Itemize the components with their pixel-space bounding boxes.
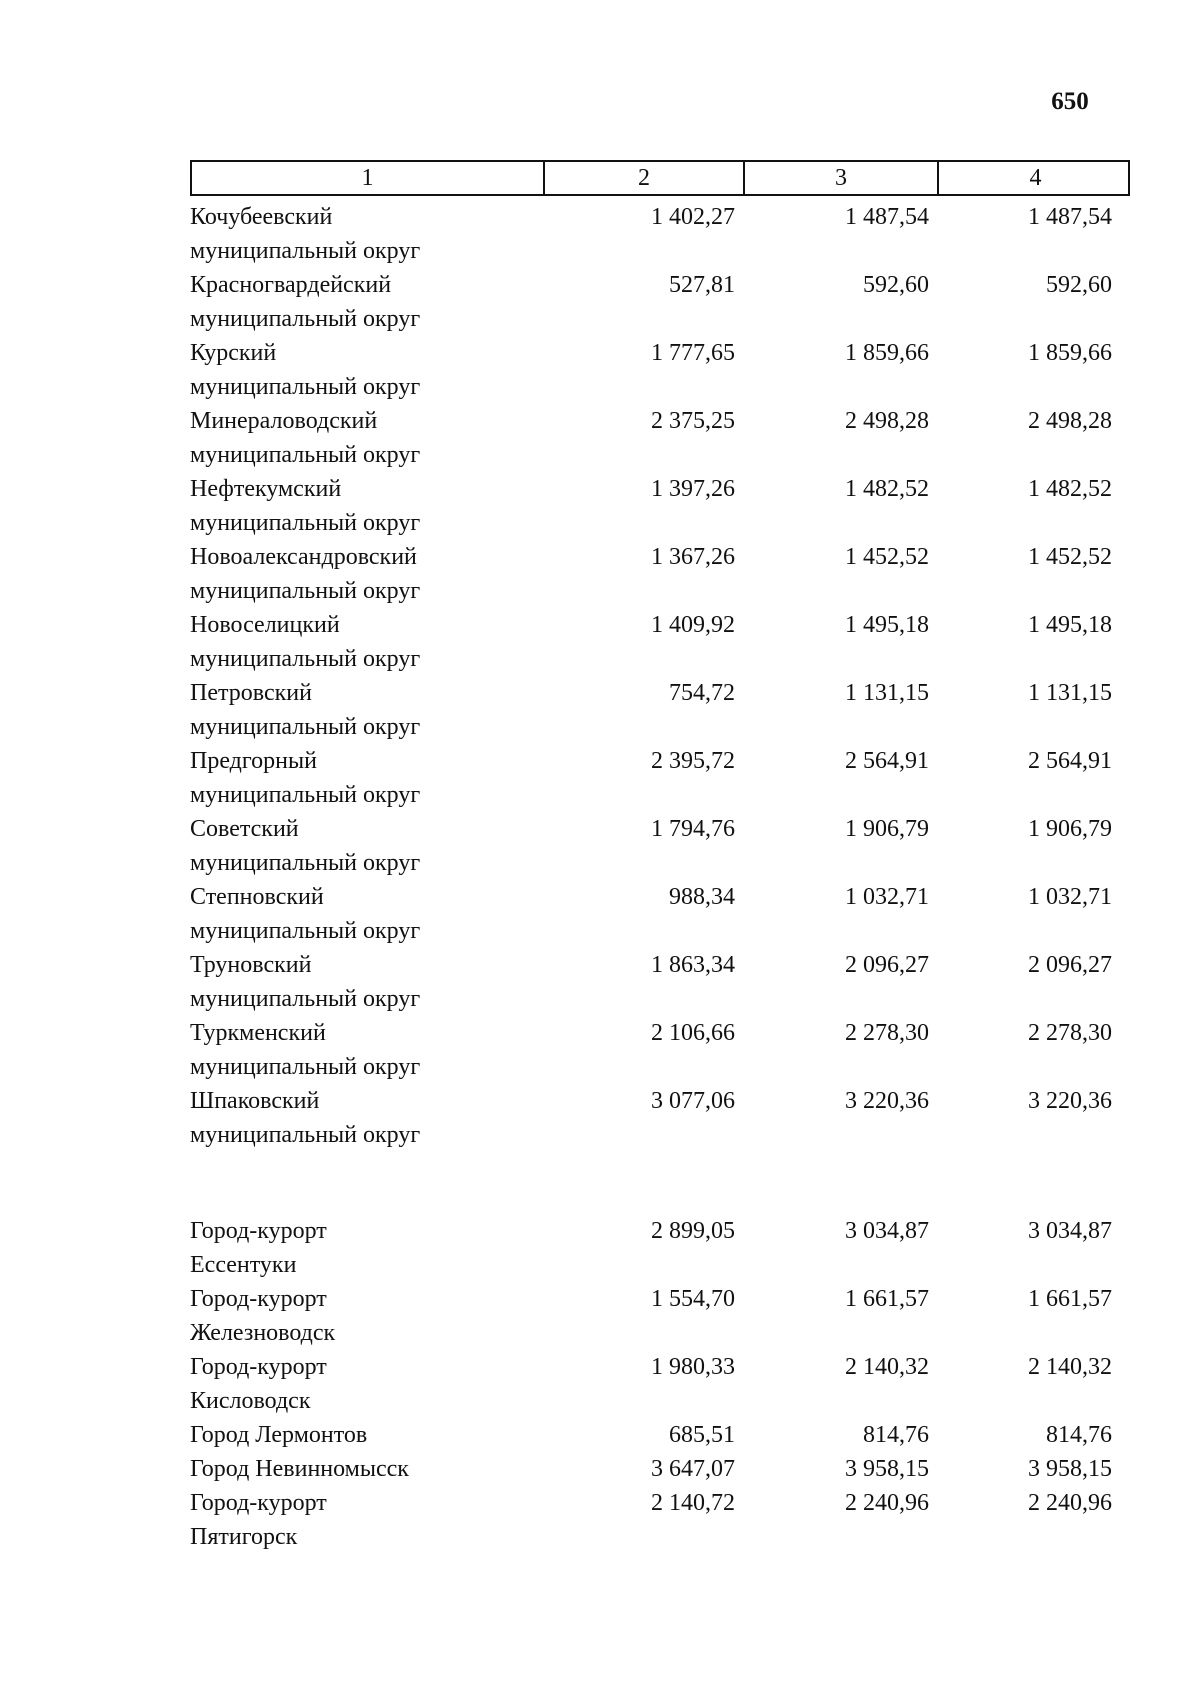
row-value-c2: 685,51 — [669, 1422, 735, 1448]
row-value-c2: 1 554,70 — [651, 1286, 735, 1312]
row-name — [190, 1418, 490, 1452]
row-name-line: Кочубеевский — [190, 204, 333, 230]
row-value-c2: 1 980,33 — [651, 1354, 735, 1380]
row-value-c4: 2 240,96 — [1028, 1490, 1112, 1516]
row-name-line: Пятигорск — [190, 1524, 298, 1550]
row-name-line: муниципальный округ — [190, 442, 421, 468]
row-name-line: Город-курорт — [190, 1354, 327, 1380]
row-name — [190, 1084, 490, 1152]
row-value-c3: 1 131,15 — [845, 680, 929, 706]
table-row — [190, 812, 1130, 880]
row-value-c2: 3 647,07 — [651, 1456, 735, 1482]
table-row — [190, 1350, 1130, 1418]
table-row — [190, 1214, 1130, 1282]
row-value-c4: 1 131,15 — [1028, 680, 1112, 706]
table-row — [190, 676, 1130, 744]
row-name — [190, 608, 490, 676]
row-name — [190, 200, 490, 268]
city-rows — [190, 1214, 1130, 1554]
row-name — [190, 744, 490, 812]
row-value-c2: 1 409,92 — [651, 612, 735, 638]
row-name — [190, 1350, 490, 1418]
row-value-c2: 1 397,26 — [651, 476, 735, 502]
row-value-c4: 2 564,91 — [1028, 748, 1112, 774]
table-row — [190, 880, 1130, 948]
row-value-c4: 1 859,66 — [1028, 340, 1112, 366]
row-name-line: Город Невинномысск — [190, 1456, 409, 1482]
row-name-line: Шпаковский — [190, 1088, 320, 1114]
row-value-c3: 2 278,30 — [845, 1020, 929, 1046]
column-header-2: 2 — [545, 162, 745, 194]
row-name — [190, 1282, 490, 1350]
section-spacer — [190, 1152, 1130, 1214]
row-value-c3: 1 859,66 — [845, 340, 929, 366]
table-row — [190, 948, 1130, 1016]
row-value-c2: 1 863,34 — [651, 952, 735, 978]
row-name-line: Город-курорт — [190, 1490, 327, 1516]
row-value-c2: 2 375,25 — [651, 408, 735, 434]
row-value-c3: 814,76 — [863, 1422, 929, 1448]
row-value-c3: 2 140,32 — [845, 1354, 929, 1380]
row-name-line: муниципальный округ — [190, 374, 421, 400]
row-name-line: муниципальный округ — [190, 850, 421, 876]
row-value-c2: 1 777,65 — [651, 340, 735, 366]
row-value-c3: 1 452,52 — [845, 544, 929, 570]
row-value-c4: 3 034,87 — [1028, 1218, 1112, 1244]
row-value-c3: 592,60 — [863, 272, 929, 298]
row-name-line: Город Лермонтов — [190, 1422, 368, 1448]
row-value-c4: 2 096,27 — [1028, 952, 1112, 978]
table-header — [190, 160, 1130, 196]
row-name-line: Красногвардейский — [190, 272, 392, 298]
row-name-line: Город-курорт — [190, 1286, 327, 1312]
row-value-c2: 2 106,66 — [651, 1020, 735, 1046]
row-value-c4: 3 958,15 — [1028, 1456, 1112, 1482]
table-row — [190, 1016, 1130, 1084]
table-row — [190, 1452, 1130, 1486]
row-value-c3: 2 564,91 — [845, 748, 929, 774]
row-value-c4: 1 482,52 — [1028, 476, 1112, 502]
row-value-c3: 2 240,96 — [845, 1490, 929, 1516]
row-value-c3: 2 498,28 — [845, 408, 929, 434]
table-row — [190, 744, 1130, 812]
row-value-c4: 1 495,18 — [1028, 612, 1112, 638]
row-value-c3: 1 487,54 — [845, 204, 929, 230]
row-name — [190, 948, 490, 1016]
row-name — [190, 1452, 490, 1486]
row-name — [190, 404, 490, 472]
row-name-line: муниципальный округ — [190, 714, 421, 740]
row-value-c3: 3 958,15 — [845, 1456, 929, 1482]
row-name — [190, 472, 490, 540]
row-name-line: Новоселицкий — [190, 612, 340, 638]
table-row — [190, 540, 1130, 608]
row-value-c2: 754,72 — [669, 680, 735, 706]
row-value-c3: 2 096,27 — [845, 952, 929, 978]
row-name-line: муниципальный округ — [190, 578, 421, 604]
row-value-c4: 1 452,52 — [1028, 544, 1112, 570]
row-value-c2: 1 794,76 — [651, 816, 735, 842]
row-value-c4: 2 498,28 — [1028, 408, 1112, 434]
row-value-c4: 3 220,36 — [1028, 1088, 1112, 1114]
row-name-line: Новоалександровский — [190, 544, 417, 570]
table-body — [190, 200, 1130, 1554]
row-name — [190, 1214, 490, 1282]
row-value-c3: 3 220,36 — [845, 1088, 929, 1114]
table-row — [190, 472, 1130, 540]
district-rows — [190, 200, 1130, 1152]
row-value-c2: 1 367,26 — [651, 544, 735, 570]
row-name — [190, 268, 490, 336]
row-value-c3: 1 906,79 — [845, 816, 929, 842]
row-value-c3: 3 034,87 — [845, 1218, 929, 1244]
row-name-line: муниципальный округ — [190, 306, 421, 332]
row-name-line: Кисловодск — [190, 1388, 311, 1414]
row-name-line: муниципальный округ — [190, 238, 421, 264]
column-header-1: 1 — [192, 162, 545, 194]
row-value-c2: 2 140,72 — [651, 1490, 735, 1516]
row-value-c4: 592,60 — [1046, 272, 1112, 298]
row-name — [190, 676, 490, 744]
row-value-c2: 3 077,06 — [651, 1088, 735, 1114]
row-name-line: Нефтекумский — [190, 476, 342, 502]
row-value-c4: 2 140,32 — [1028, 1354, 1112, 1380]
table-row — [190, 404, 1130, 472]
table-row — [190, 608, 1130, 676]
row-name-line: Труновский — [190, 952, 312, 978]
row-name-line: Советский — [190, 816, 299, 842]
row-name-line: муниципальный округ — [190, 782, 421, 808]
table-row — [190, 1418, 1130, 1452]
row-name — [190, 336, 490, 404]
row-value-c4: 1 032,71 — [1028, 884, 1112, 910]
row-name-line: муниципальный округ — [190, 646, 421, 672]
row-value-c2: 1 402,27 — [651, 204, 735, 230]
row-name-line: Минераловодский — [190, 408, 378, 434]
row-name-line: Город-курорт — [190, 1218, 327, 1244]
row-name — [190, 1486, 490, 1554]
table-row — [190, 1084, 1130, 1152]
row-name — [190, 812, 490, 880]
table-row — [190, 336, 1130, 404]
row-name-line: Туркменский — [190, 1020, 326, 1046]
row-value-c3: 1 032,71 — [845, 884, 929, 910]
row-value-c2: 2 899,05 — [651, 1218, 735, 1244]
row-name-line: Петровский — [190, 680, 312, 706]
row-value-c2: 527,81 — [669, 272, 735, 298]
row-name-line: Предгорный — [190, 748, 317, 774]
column-header-4: 4 — [1029, 165, 1042, 191]
row-value-c4: 2 278,30 — [1028, 1020, 1112, 1046]
table-row — [190, 268, 1130, 336]
row-name-line: Степновский — [190, 884, 324, 910]
page-number: 650 — [1051, 88, 1089, 115]
row-value-c3: 1 661,57 — [845, 1286, 929, 1312]
table-row — [190, 1282, 1130, 1350]
row-value-c2: 988,34 — [669, 884, 735, 910]
column-header-3: 3 — [745, 162, 939, 194]
row-value-c3: 1 495,18 — [845, 612, 929, 638]
row-name-line: муниципальный округ — [190, 986, 421, 1012]
row-name-line: муниципальный округ — [190, 1122, 421, 1148]
row-value-c4: 814,76 — [1046, 1422, 1112, 1448]
row-name — [190, 540, 490, 608]
table-row — [190, 1486, 1130, 1554]
row-name-line: Ессентуки — [190, 1252, 297, 1278]
row-value-c3: 1 482,52 — [845, 476, 929, 502]
row-value-c4: 1 661,57 — [1028, 1286, 1112, 1312]
row-name — [190, 1016, 490, 1084]
row-name-line: муниципальный округ — [190, 510, 421, 536]
row-name — [190, 880, 490, 948]
row-value-c4: 1 906,79 — [1028, 816, 1112, 842]
row-name-line: муниципальный округ — [190, 918, 421, 944]
row-name-line: Курский — [190, 340, 277, 366]
row-value-c2: 2 395,72 — [651, 748, 735, 774]
table-row — [190, 200, 1130, 268]
row-name-line: Железноводск — [190, 1320, 336, 1346]
row-name-line: муниципальный округ — [190, 1054, 421, 1080]
row-value-c4: 1 487,54 — [1028, 204, 1112, 230]
